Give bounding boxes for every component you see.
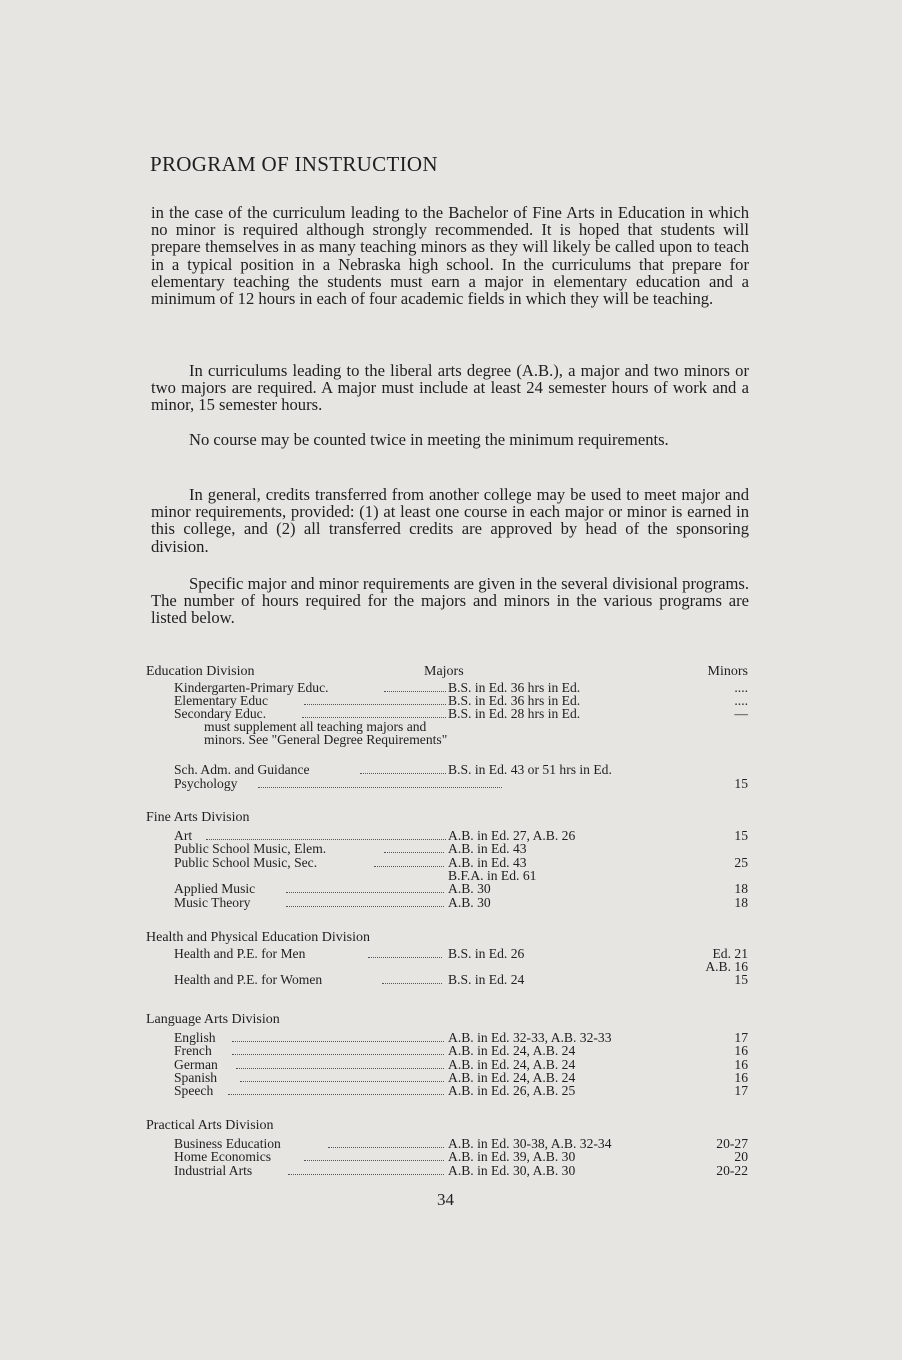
minor-requirement: 16 xyxy=(734,1057,748,1072)
secondary-educ-note: must supplement all teaching majors and minors. See "General Degree Requirements" xyxy=(204,719,448,748)
table-row xyxy=(146,763,750,777)
dot-leader xyxy=(384,691,446,692)
major-requirement: A.B. in Ed. 43 xyxy=(448,841,527,856)
minors-column-header: Minors xyxy=(707,664,748,679)
program-name: Psychology xyxy=(174,776,238,791)
minor-requirement: Ed. 21 xyxy=(712,946,748,961)
minor-requirement: 20 xyxy=(734,1149,748,1164)
paragraph-text: In curriculums leading to the liberal arts degree (A.B.), a major and two minors or two majors are required. A major must include at least 24 semester hours of work and a minor, 15 semester hours. xyxy=(151,361,749,415)
major-requirement: A.B. in Ed. 30, A.B. 30 xyxy=(448,1163,576,1178)
dot-leader xyxy=(304,1160,444,1161)
division-title: Fine Arts Division xyxy=(146,810,250,825)
program-name: Music Theory xyxy=(174,895,251,910)
major-requirement: A.B. in Ed. 24, A.B. 24 xyxy=(448,1057,576,1072)
dot-leader xyxy=(384,852,444,853)
minor-requirement: .... xyxy=(734,680,748,695)
division-title: Language Arts Division xyxy=(146,1012,280,1027)
minor-requirement: 17 xyxy=(734,1083,748,1098)
major-requirement: A.B. in Ed. 39, A.B. 30 xyxy=(448,1149,576,1164)
dot-leader xyxy=(304,704,446,705)
table-row xyxy=(146,1084,750,1098)
dot-leader xyxy=(382,983,442,984)
dot-leader xyxy=(328,1147,444,1148)
program-name: Spanish xyxy=(174,1070,218,1085)
dot-leader xyxy=(258,787,502,788)
dot-leader xyxy=(374,866,444,867)
program-name: Secondary Educ. xyxy=(174,706,267,721)
dot-leader xyxy=(236,1068,444,1069)
major-requirement: A.B. in Ed. 32-33, A.B. 32-33 xyxy=(448,1030,612,1045)
table-row xyxy=(146,896,750,910)
paragraph-1 xyxy=(151,204,749,307)
table-row xyxy=(146,1150,750,1164)
minor-requirement: — xyxy=(734,706,748,721)
program-name: Art xyxy=(174,828,193,843)
majors-column-header: Majors xyxy=(424,664,464,679)
page-number: 34 xyxy=(437,1190,454,1209)
paragraph-text: No course may be counted twice in meeting the minimum requirements. xyxy=(189,430,669,449)
major-requirement: B.S. in Ed. 36 hrs in Ed. xyxy=(448,693,581,708)
paragraph-text: In general, credits transferred from another college may be used to meet major and minor requirements, provided: (1) at least one course in each major or minor is earned in this college, and (2) all transferred credits are approved by head of the sponsoring division. xyxy=(151,485,749,556)
division-title: Practical Arts Division xyxy=(146,1118,274,1133)
table-row xyxy=(146,973,750,987)
dot-leader xyxy=(368,957,442,958)
minor-requirement: A.B. 16 xyxy=(705,959,748,974)
dot-leader xyxy=(286,892,444,893)
minor-requirement: 15 xyxy=(734,972,748,987)
program-name: German xyxy=(174,1057,218,1072)
page-heading: PROGRAM OF INSTRUCTION xyxy=(150,152,438,176)
paragraph-5 xyxy=(151,575,749,627)
minor-requirement: 20-27 xyxy=(716,1136,748,1151)
major-requirement: B.S. in Ed. 43 or 51 hrs in Ed. xyxy=(448,762,612,777)
program-name: Health and P.E. for Men xyxy=(174,946,306,961)
dot-leader xyxy=(240,1081,444,1082)
program-name: Applied Music xyxy=(174,881,256,896)
dot-leader xyxy=(288,1174,444,1175)
major-requirement: A.B. 30 xyxy=(448,881,491,896)
program-name: Speech xyxy=(174,1083,214,1098)
dot-leader xyxy=(206,839,446,840)
program-name: Sch. Adm. and Guidance xyxy=(174,762,310,777)
major-requirement: A.B. in Ed. 26, A.B. 25 xyxy=(448,1083,576,1098)
minor-requirement: 15 xyxy=(734,776,748,791)
program-name: Public School Music, Sec. xyxy=(174,855,318,870)
major-requirement: B.S. in Ed. 36 hrs in Ed. xyxy=(448,680,581,695)
minor-requirement: 20-22 xyxy=(716,1163,748,1178)
minor-requirement: 18 xyxy=(734,881,748,896)
major-requirement: B.S. in Ed. 28 hrs in Ed. xyxy=(448,706,581,721)
minor-requirement: 25 xyxy=(734,855,748,870)
program-name: Elementary Educ xyxy=(174,693,268,708)
major-requirement: A.B. in Ed. 43 xyxy=(448,855,527,870)
division-title: Education Division xyxy=(146,664,255,679)
table-row xyxy=(146,777,750,791)
paragraph-3 xyxy=(151,431,749,448)
program-name: French xyxy=(174,1043,212,1058)
minor-requirement: 18 xyxy=(734,895,748,910)
program-name: Kindergarten-Primary Educ. xyxy=(174,680,329,695)
division-title: Health and Physical Education Division xyxy=(146,930,370,945)
table-row xyxy=(146,1164,750,1178)
major-requirement: A.B. 30 xyxy=(448,895,491,910)
major-requirement: A.B. in Ed. 30-38, A.B. 32-34 xyxy=(448,1136,612,1151)
paragraph-text: in the case of the curriculum leading to the Bachelor of Fine Arts in Education in which no minor is required although strongly recommended. It is hoped that students will prepare themselves in as many teaching minors as they will likely be called upon to teach in a typical position in a Nebraska high school. In the curriculums that prepare for elementary teaching the students must earn a major in elementary education and a minimum of 12 hours in each of four academic fields in which they will be teaching. xyxy=(151,203,749,309)
program-name: Home Economics xyxy=(174,1149,272,1164)
program-name: English xyxy=(174,1030,216,1045)
dot-leader xyxy=(360,773,446,774)
minor-requirement: 16 xyxy=(734,1043,748,1058)
table-row xyxy=(146,1044,750,1058)
dot-leader xyxy=(228,1094,444,1095)
major-requirement: A.B. in Ed. 24, A.B. 24 xyxy=(448,1043,576,1058)
major-requirement: A.B. in Ed. 27, A.B. 26 xyxy=(448,828,576,843)
major-requirement: B.F.A. in Ed. 61 xyxy=(448,868,537,883)
dot-leader xyxy=(302,717,446,718)
minor-requirement: 17 xyxy=(734,1030,748,1045)
program-name: Business Education xyxy=(174,1136,281,1151)
major-requirement: B.S. in Ed. 26 xyxy=(448,946,525,961)
program-name: Industrial Arts xyxy=(174,1163,253,1178)
paragraph-4 xyxy=(151,486,749,555)
major-requirement: A.B. in Ed. 24, A.B. 24 xyxy=(448,1070,576,1085)
table-row xyxy=(146,947,750,961)
program-name: Health and P.E. for Women xyxy=(174,972,323,987)
minor-requirement: .... xyxy=(734,693,748,708)
minor-requirement: 15 xyxy=(734,828,748,843)
dot-leader xyxy=(232,1041,444,1042)
major-requirement: B.S. in Ed. 24 xyxy=(448,972,525,987)
table-row xyxy=(146,882,750,896)
dot-leader xyxy=(286,906,444,907)
dot-leader xyxy=(232,1054,444,1055)
program-name: Public School Music, Elem. xyxy=(174,841,327,856)
paragraph-text: Specific major and minor requirements are given in the several divisional programs. The number of hours required for the majors and minors in the various programs are listed below. xyxy=(151,574,749,628)
table-row xyxy=(146,842,750,856)
paragraph-2 xyxy=(151,362,749,414)
minor-requirement: 16 xyxy=(734,1070,748,1085)
